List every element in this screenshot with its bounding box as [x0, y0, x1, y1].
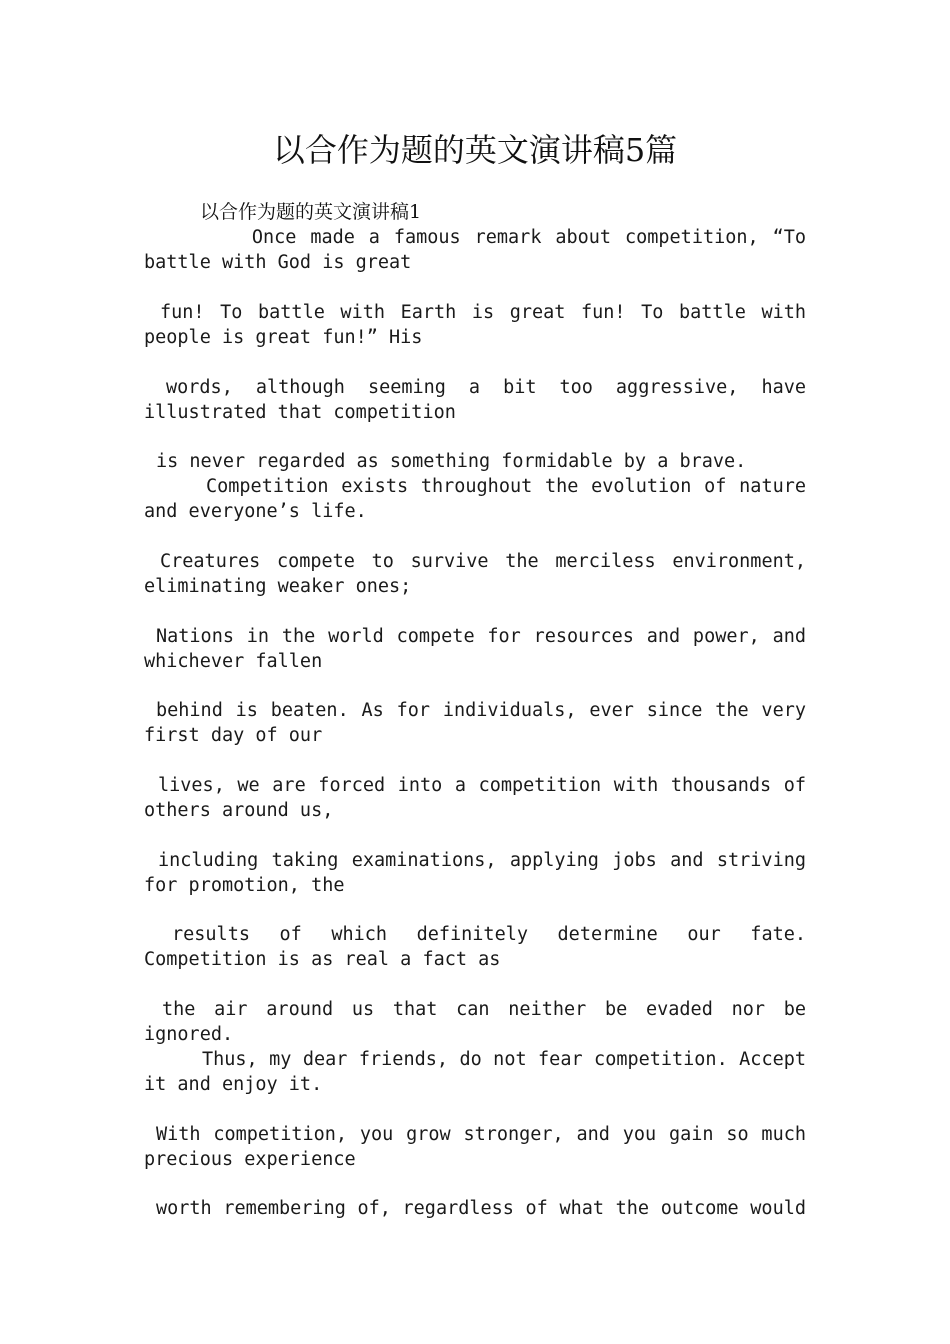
text-line: With competition, you grow stronger, and you gain so much [156, 1124, 806, 1145]
text-line: results of which definitely determine our fate. [172, 924, 806, 945]
text-line: people is great fun!” His [144, 327, 423, 348]
text-line: battle with God is great [144, 252, 412, 273]
document-title: 以合作为题的英文演讲稿5篇 [272, 131, 678, 169]
text-line: ignored. [144, 1024, 234, 1045]
text-line: behind is beaten. As for individuals, ever since the very [156, 700, 806, 721]
text-line: Thus, my dear friends, do not fear competition. Accept [202, 1049, 806, 1070]
text-line: and everyone’s life. [144, 501, 367, 522]
text-line: others around us, [144, 800, 334, 821]
text-line: the air around us that can neither be evaded nor be [162, 999, 806, 1020]
text-line: eliminating weaker ones; [144, 576, 412, 597]
text-line: it and enjoy it. [144, 1074, 323, 1095]
text-line: Competition exists throughout the evolution of nature [206, 476, 806, 497]
text-line: worth remembering of, regardless of what the outcome would [156, 1198, 806, 1219]
text-line: fun! To battle with Earth is great fun! To battle with [160, 302, 806, 323]
text-line: whichever fallen [144, 651, 323, 672]
text-line: first day of our [144, 725, 323, 746]
text-line: illustrated that competition [144, 402, 456, 423]
text-line: Competition is as real a fact as [144, 949, 501, 970]
text-line: Once made a famous remark about competition, “To [224, 227, 806, 248]
text-line: words, although seeming a bit too aggressive, have [166, 377, 806, 398]
text-line: for promotion, the [144, 875, 345, 896]
text-line: is never regarded as something formidable by a brave. [156, 451, 747, 472]
text-line: Nations in the world compete for resources and power, and [156, 626, 806, 647]
text-line: precious experience [144, 1149, 356, 1170]
text-line: Creatures compete to survive the merciless environment, [160, 551, 806, 572]
text-line: including taking examinations, applying jobs and striving [158, 850, 806, 871]
section-heading: 以合作为题的英文演讲稿1 [200, 201, 422, 223]
text-line: lives, we are forced into a competition with thousands of [158, 775, 806, 796]
